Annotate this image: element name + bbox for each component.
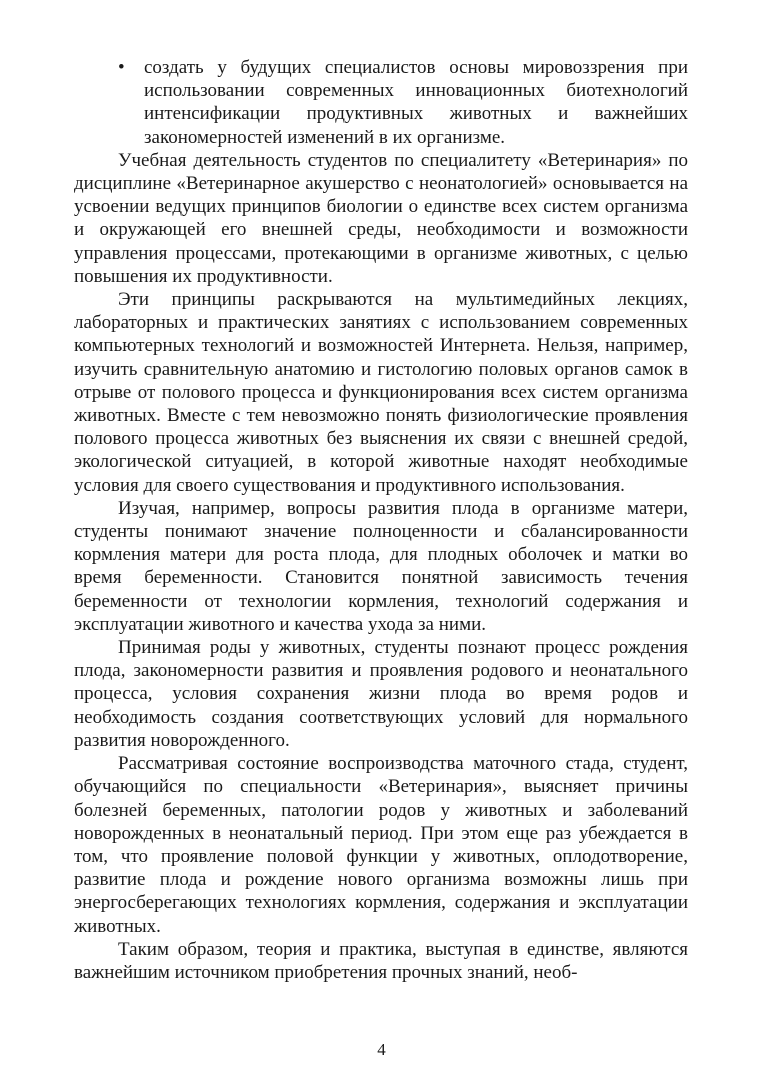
document-page bbox=[74, 56, 688, 984]
paragraph-4: Принимая роды у животных, студенты познают процесс рождения плода, закономерности развития и проявления родового и неонатального процесса, условия сохранения жизни плода во время родов и необходимость создания соответствующих условий для нормального развития новорожденного. bbox=[74, 637, 688, 751]
paragraph-5: Рассматривая состояние воспроизводства маточного стада, студент, обучающийся по специальности «Ветеринария», выясняет причины болезней беременных, патологии родов у животных и заболеваний новорожденных в неонатальный период. При этом еще раз убеждается в том, что проявление половой функции у животных, оплодотворение, развитие плода и рождение нового организма возможны лишь при энергосберегающих технологиях кормления, содержания и эксплуатации животных. bbox=[74, 753, 688, 937]
bullet-icon: • bbox=[118, 57, 125, 78]
bullet-text: создать у будущих специалистов основы мировоззрения при использовании современных инновационных биотехнологий интенсификации продуктивных животных и важнейших закономерностей изменений в их организме. bbox=[144, 57, 688, 148]
paragraph-6: Таким образом, теория и практика, выступая в единстве, являются важнейшим источником приобретения прочных знаний, необ- bbox=[74, 938, 688, 983]
paragraph-2: Эти принципы раскрываются на мультимедийных лекциях, лабораторных и практических занятиях с использованием современных компьютерных технологий и возможностей Интернета. Нельзя, например, изучить сравнительную анатомию и гистологию половых органов самок в отрыве от полового процесса и функционирования всех систем организма животных. Вместе с тем невозможно понять физиологические проявления полового процесса животных без выяснения их связи с внешней средой, экологической ситуацией, в которой животные находят необходимые условия для своего существования и продуктивного использования. bbox=[74, 289, 688, 496]
paragraph-3: Изучая, например, вопросы развития плода в организме матери, студенты понимают значение полноценности и сбалансированности кормления матери для роста плода, для плодных оболочек и матки во время беременности. Становится понятной зависимость течения беременности от технологии кормления, технологий содержания и эксплуатации животного и качества ухода за ними. bbox=[74, 497, 688, 635]
bullet-list-item bbox=[74, 56, 688, 149]
page-number: 4 bbox=[377, 1040, 386, 1059]
paragraph-1: Учебная деятельность студентов по специалитету «Ветеринария» по дисциплине «Ветеринарное акушерство с неонатологией» основывается на усвоении ведущих принципов биологии о единстве всех систем организма и окружающей его внешней среды, необходимости и возможности управления процессами, протекающими в организме животных, с целью повышения их продуктивности. bbox=[74, 149, 688, 287]
